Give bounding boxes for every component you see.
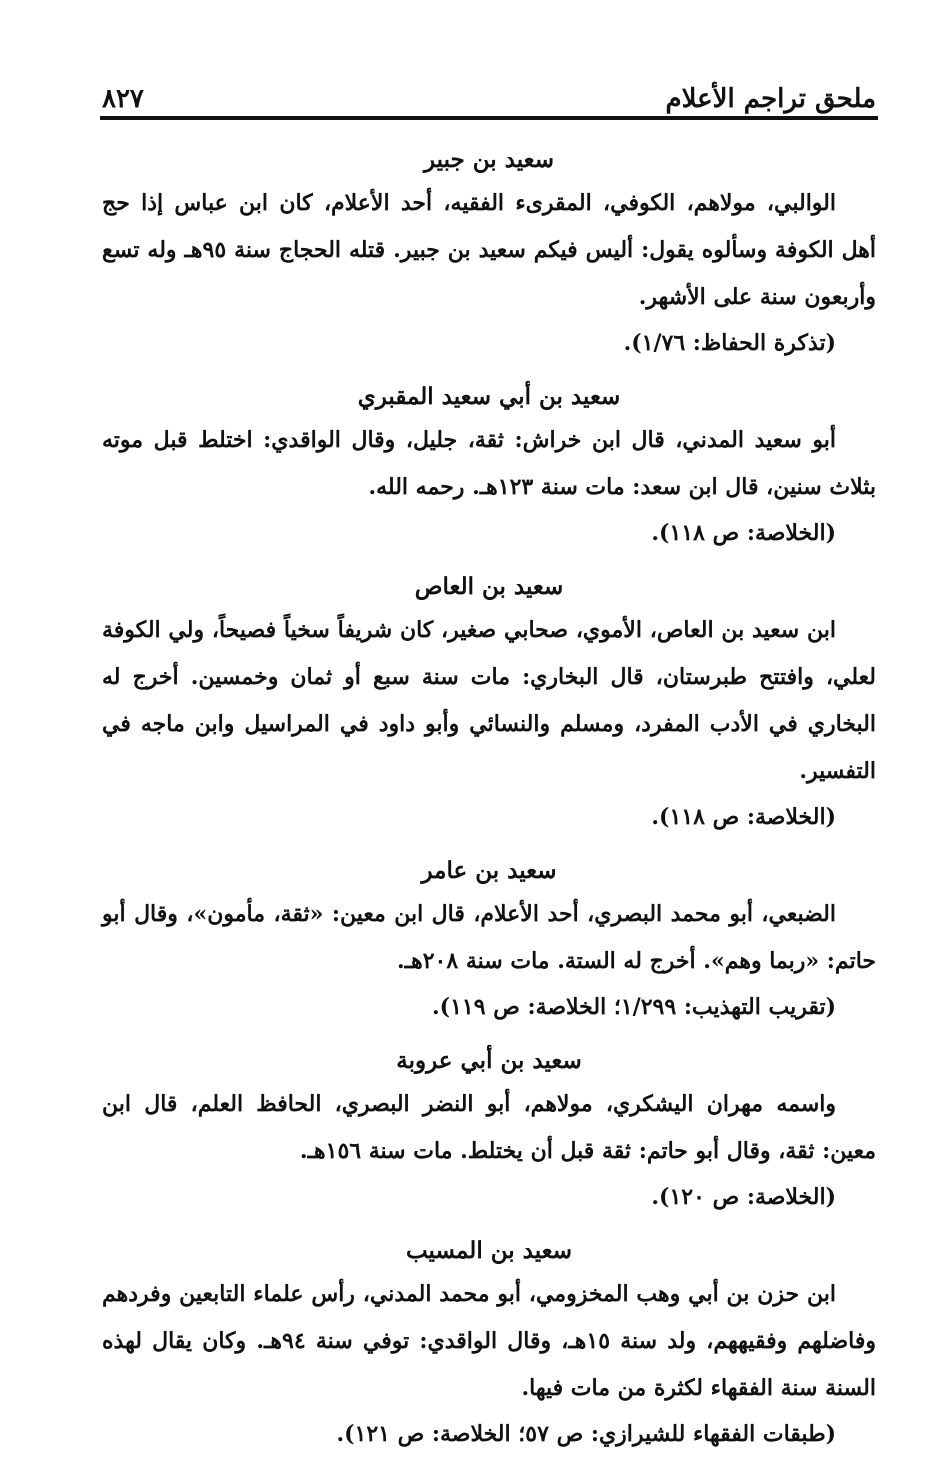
- entries-list: [102, 140, 876, 1468]
- entry-reference: (تقريب التهذيب: ١/٢٩٩؛ الخلاصة: ص ١١٩).: [432, 994, 836, 1020]
- entry-reference: (طبقات الفقهاء للشيرازي: ص ٥٧؛ الخلاصة: ص ١٢١).: [336, 1421, 836, 1447]
- entry-title: سعيد بن المسيب: [405, 1237, 573, 1264]
- running-header: [102, 70, 876, 114]
- entry-reference: (الخلاصة: ص ١١٨).: [651, 804, 836, 830]
- entry-reference: (الخلاصة: ص ١٢٠).: [651, 1184, 836, 1210]
- entry-saeed-ibn-jubayr: [102, 140, 876, 365]
- entry-title: سعيد بن أبي عروبة: [396, 1047, 582, 1074]
- entry-body: أبو سعيد المدني، قال ابن خراش: ثقة، جليل، وقال الواقدي: اختلط قبل موته بثلاث سنين، قال ابن سعد: مات سنة ١٢٣هـ. رحمه الله.: [102, 427, 876, 500]
- header-rule: [100, 116, 878, 120]
- entry-title: سعيد بن العاص: [414, 573, 564, 600]
- entry-title: سعيد بن جبير: [423, 146, 555, 173]
- entry-body: ابن حزن بن أبي وهب المخزومي، أبو محمد المدني، رأس علماء التابعين وفردهم وفاضلهم وفقيههم، ولد سنة ١٥هـ، وقال الواقدي: توفي سنة ٩٤هـ. وكان يقال لهذه السنة سنة الفقهاء لكثرة من مات فيها.: [102, 1281, 876, 1401]
- entry-saeed-ibn-al-aas: [102, 567, 876, 839]
- entry-saeed-ibn-abi-aruba: [102, 1041, 876, 1219]
- header-title: ملحق تراجم الأعلام: [665, 84, 876, 114]
- entry-reference: (تذكرة الحفاظ: ١/٧٦).: [623, 330, 836, 356]
- entry-title: سعيد بن عامر: [421, 857, 557, 884]
- entry-body: الوالبي، مولاهم، الكوفي، المقرىء الفقيه، أحد الأعلام، كان ابن عباس إذا حج أهل الكوفة وسألوه يقول: أليس فيكم سعيد بن جبير. قتله الحجاج سنة ٩٥هـ وله تسع وأربعون سنة على الأشهر.: [102, 190, 876, 310]
- entry-saeed-ibn-al-musayyib: [102, 1231, 876, 1456]
- page-number: ٨٢٧: [102, 84, 144, 114]
- entry-saeed-ibn-amir: [102, 851, 876, 1029]
- entry-body: الضبعي، أبو محمد البصري، أحد الأعلام، قال ابن معين: «ثقة، مأمون»، وقال أبو حاتم: «ربما وهم». أخرج له الستة. مات سنة ٢٠٨هـ.: [102, 901, 876, 974]
- entry-body: واسمه مهران اليشكري، مولاهم، أبو النضر البصري، الحافظ العلم، قال ابن معين: ثقة، وقال أبو حاتم: ثقة قبل أن يختلط. مات سنة ١٥٦هـ.: [102, 1091, 876, 1164]
- entry-title: سعيد بن أبي سعيد المقبري: [357, 383, 621, 410]
- entry-body: ابن سعيد بن العاص، الأموي، صحابي صغير، كان شريفاً سخياً فصيحاً، ولي الكوفة لعلي، وافتتح طبرستان، قال البخاري: مات سنة سبع أو ثمان وخمسين. أخرج له البخاري في الأدب المفرد، ومسلم والنسائي وأبو داود في المراسيل وابن ماجه في التفسير.: [102, 617, 876, 784]
- entry-reference: (الخلاصة: ص ١١٨).: [651, 520, 836, 546]
- entry-saeed-al-maqburi: [102, 377, 876, 555]
